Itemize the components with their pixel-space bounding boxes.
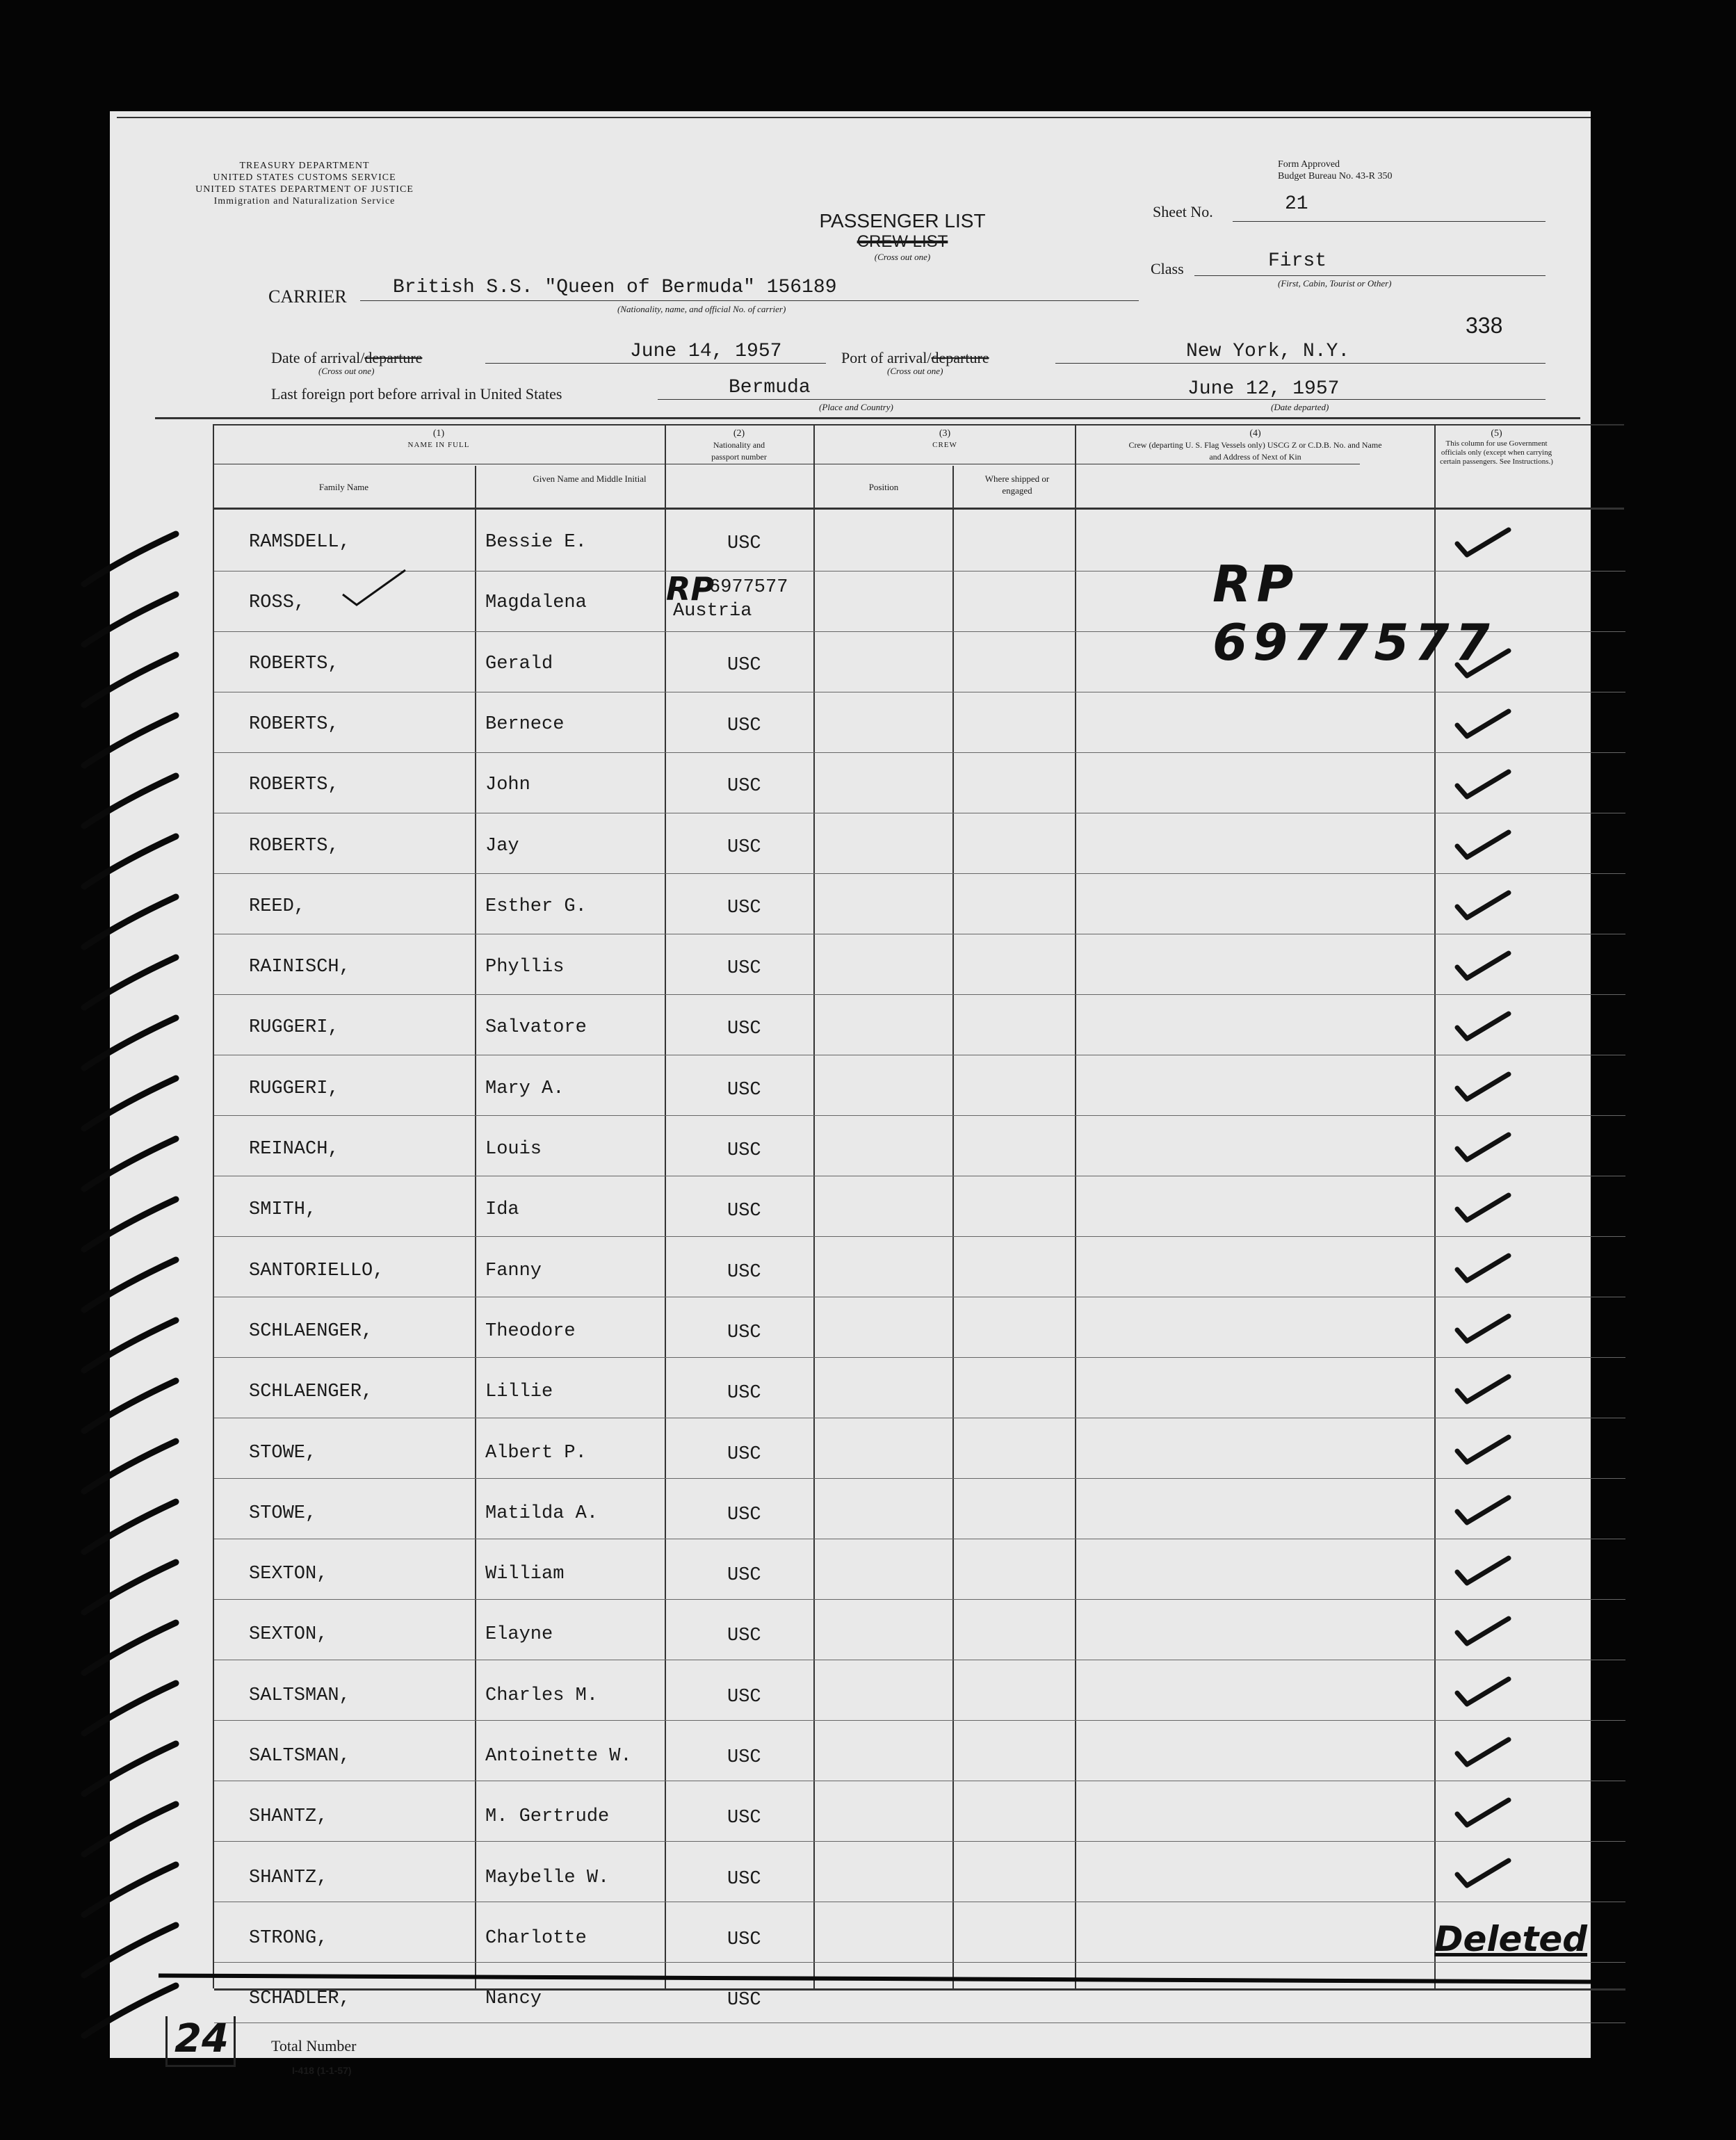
handwritten-passport-note: RP 6977577 — [1212, 555, 1495, 672]
nationality-cell: USC — [727, 1322, 761, 1343]
table-row — [110, 1358, 1591, 1418]
port-arrival-hint: (Cross out one) — [887, 366, 943, 376]
nationality-cell: 6977577 — [709, 577, 788, 598]
table-row — [110, 874, 1591, 934]
given-name-cell: Ida — [485, 1199, 519, 1221]
given-name-cell: Theodore — [485, 1320, 576, 1342]
check-mark-icon — [1452, 824, 1514, 866]
last-port-value: Bermuda — [729, 377, 811, 398]
table-row — [110, 692, 1591, 753]
class-hint: (First, Cabin, Tourist or Other) — [1278, 278, 1392, 289]
family-name-cell: SEXTON, — [249, 1624, 328, 1646]
col4-title: Crew (departing U. S. Flag Vessels only) USCG Z or C.D.B. No. and Name and Address of Next of Kin — [1128, 440, 1382, 462]
family-name-cell: SALTSMAN, — [249, 1746, 350, 1767]
total-number-label: Total Number — [271, 2037, 357, 2054]
carrier-value: British S.S. "Queen of Bermuda" 156189 — [393, 277, 837, 298]
given-name-cell: Maybelle W. — [485, 1867, 610, 1888]
col5-header — [1436, 428, 1557, 467]
agency-line: UNITED STATES DEPARTMENT OF JUSTICE — [195, 184, 414, 195]
nationality-cell: USC — [727, 1565, 761, 1587]
given-name-cell: Charlotte — [485, 1927, 587, 1949]
given-name-cell: Nancy — [485, 1988, 542, 2010]
nationality-cell: USC — [727, 1261, 761, 1283]
port-arrival-label: Port of arrival/ — [841, 349, 932, 366]
col2-header — [666, 428, 812, 463]
table-top-rule-2 — [213, 424, 1624, 425]
sheet-no-value: 21 — [1285, 193, 1308, 215]
check-mark-icon — [1452, 1852, 1514, 1894]
family-name-cell: SEXTON, — [249, 1564, 328, 1585]
form-approval — [1278, 159, 1392, 182]
given-name-cell: Salvatore — [485, 1017, 587, 1039]
col4-header — [1076, 428, 1434, 463]
date-departed-value: June 12, 1957 — [1187, 378, 1340, 400]
family-name-cell: STOWE, — [249, 1442, 317, 1464]
given-name-cell: Magdalena — [485, 592, 587, 614]
family-name-cell: RUGGERI, — [249, 1017, 339, 1039]
table-row — [110, 1660, 1591, 1721]
page-number: 338 — [1466, 313, 1503, 338]
class-value: First — [1268, 250, 1327, 272]
given-name-cell: Louis — [485, 1139, 542, 1160]
date-arrival-value: June 14, 1957 — [630, 341, 782, 362]
agency-line: Immigration and Naturalization Service — [213, 196, 396, 206]
carrier-line — [360, 300, 1139, 301]
check-mark-icon — [1452, 1187, 1514, 1229]
family-name-cell: SHANTZ, — [249, 1867, 328, 1888]
given-name-cell: Elayne — [485, 1624, 553, 1646]
where-shipped-header: Where shipped or engaged — [984, 473, 1050, 496]
col2-num: (2) — [733, 428, 745, 439]
table-row — [110, 934, 1591, 995]
port-arrival-line — [1055, 363, 1546, 364]
col3-title: CREW — [932, 441, 957, 449]
date-arrival-label: Date of arrival/ — [271, 349, 365, 366]
class-line — [1194, 275, 1546, 276]
table-row — [110, 1842, 1591, 1902]
port-arrival-value: New York, N.Y. — [1186, 341, 1350, 362]
class-label: Class — [1151, 260, 1184, 277]
given-name-cell: Fanny — [485, 1260, 542, 1281]
title-block — [791, 210, 1014, 263]
given-name-cell: M. Gertrude — [485, 1806, 610, 1828]
table-row — [110, 995, 1591, 1055]
table-row — [110, 1418, 1591, 1479]
family-name-cell: SANTORIELLO, — [249, 1260, 384, 1281]
agency-line: UNITED STATES CUSTOMS SERVICE — [213, 172, 396, 183]
nationality-cell: USC — [727, 836, 761, 858]
nationality-cell: USC — [727, 1201, 761, 1222]
family-name-cell: REED, — [249, 895, 306, 917]
date-arrival-crossed: departure — [364, 349, 423, 366]
sheet-no-line — [1233, 221, 1546, 222]
nationality-cell: USC — [727, 1504, 761, 1525]
given-name-cell: Bessie E. — [485, 532, 587, 553]
passport-prefix-cell: RP — [666, 570, 715, 608]
family-name-cell: SHANTZ, — [249, 1806, 328, 1828]
cross-out-hint: (Cross out one) — [874, 252, 931, 262]
family-name-cell: ROSS, — [249, 592, 306, 614]
col1-num: (1) — [432, 428, 445, 439]
given-name-cell: Jay — [485, 835, 519, 857]
date-arrival-line — [485, 363, 826, 364]
table-row — [110, 813, 1591, 874]
given-name-cell: Lillie — [485, 1381, 553, 1403]
given-name-cell: Charles M. — [485, 1685, 599, 1706]
family-name-cell: RUGGERI, — [249, 1078, 339, 1099]
nationality-cell: USC — [727, 958, 761, 980]
family-name-cell: RAMSDELL, — [249, 532, 350, 553]
carrier-label: CARRIER — [268, 286, 347, 307]
table-row — [110, 1479, 1591, 1539]
check-mark-icon — [1452, 1308, 1514, 1349]
col1-header — [213, 428, 665, 451]
check-mark-icon — [1452, 1489, 1514, 1531]
nationality-cell: USC — [727, 715, 761, 736]
given-name-header: Given Name and Middle Initial — [533, 473, 647, 484]
nationality-cell: USC — [727, 1686, 761, 1708]
table-row — [110, 1902, 1591, 1963]
last-port-label: Last foreign port before arrival in United States — [271, 385, 562, 403]
total-count: 24 — [175, 2016, 229, 2061]
family-name-cell: ROBERTS, — [249, 713, 339, 735]
nationality-cell: USC — [727, 1383, 761, 1404]
position-header: Position — [868, 482, 899, 492]
given-name-cell: Esther G. — [485, 895, 587, 917]
check-mark-icon — [1452, 945, 1514, 987]
crossed-title: CREW LIST — [857, 232, 948, 251]
nationality-cell: USC — [727, 533, 761, 554]
table-row — [110, 1963, 1591, 2023]
nationality-cell: USC — [727, 654, 761, 676]
sheet-no-label: Sheet No. — [1153, 203, 1213, 220]
check-mark-icon — [1452, 1792, 1514, 1833]
port-arrival-label-group — [841, 349, 989, 367]
deleted-note: Deleted — [1434, 1919, 1588, 1959]
table-row — [110, 1721, 1591, 1781]
table-row — [110, 1781, 1591, 1842]
agency-block — [152, 160, 457, 207]
table-top-rule — [155, 417, 1580, 419]
family-name-cell: SCHLAENGER, — [249, 1381, 373, 1403]
table-row — [110, 1116, 1591, 1176]
check-mark-icon — [1452, 1066, 1514, 1108]
nationality-cell: USC — [727, 1929, 761, 1950]
table-row — [110, 1237, 1591, 1297]
passenger-list-sheet — [110, 111, 1591, 2076]
given-name-cell: John — [485, 775, 530, 796]
table-row — [110, 1600, 1591, 1660]
check-mark-icon — [1452, 1550, 1514, 1591]
nationality-cell: USC — [727, 1443, 761, 1465]
date-arrival-hint: (Cross out one) — [318, 366, 375, 376]
family-name-cell: ROBERTS, — [249, 775, 339, 796]
given-name-cell: Antoinette W. — [485, 1746, 632, 1767]
col2-title: Nationality and passport number — [711, 440, 767, 462]
nationality-cell: USC — [727, 1990, 761, 2011]
col4-num: (4) — [1249, 428, 1261, 439]
check-mark-icon — [1452, 1126, 1514, 1168]
place-country-hint: (Place and Country) — [819, 402, 893, 412]
total-box — [165, 2016, 236, 2067]
table-row — [110, 1176, 1591, 1237]
check-mark-icon — [1452, 1731, 1514, 1773]
check-mark-icon — [1452, 763, 1514, 805]
family-name-cell: REINACH, — [249, 1139, 339, 1160]
nationality-cell: USC — [727, 1079, 761, 1101]
nationality-cell: USC — [727, 1808, 761, 1829]
nationality-cell: USC — [727, 776, 761, 797]
given-name-cell: Bernece — [485, 713, 565, 735]
given-name-cell: Matilda A. — [485, 1502, 599, 1524]
nationality-cell: USC — [727, 1140, 761, 1161]
date-arrival-label-group — [271, 349, 422, 367]
check-mark-icon — [1452, 884, 1514, 926]
check-mark-icon — [1452, 1671, 1514, 1712]
check-mark-icon — [1452, 1247, 1514, 1289]
nationality-cell: USC — [727, 1019, 761, 1040]
check-mark-icon — [1452, 1610, 1514, 1652]
col5-num: (5) — [1491, 428, 1502, 439]
given-name-cell: William — [485, 1564, 565, 1585]
page-title: PASSENGER LIST — [819, 210, 986, 232]
check-mark-icon — [1452, 1368, 1514, 1410]
family-name-cell: SCHLAENGER, — [249, 1320, 373, 1342]
form-number: I-418 (1-1-57) — [292, 2065, 352, 2076]
family-name-cell: SALTSMAN, — [249, 1685, 350, 1706]
nationality-cell: USC — [727, 897, 761, 918]
family-name-cell: STRONG, — [249, 1927, 328, 1949]
given-name-cell: Mary A. — [485, 1078, 565, 1099]
family-name-cell: STOWE, — [249, 1502, 317, 1524]
family-name-cell: SMITH, — [249, 1199, 317, 1221]
nationality-cell: USC — [727, 1626, 761, 1647]
check-mark-icon — [1452, 1429, 1514, 1470]
port-arrival-crossed: departure — [931, 349, 989, 366]
table-row — [110, 1297, 1591, 1358]
col3-num: (3) — [939, 428, 951, 439]
check-mark-icon — [336, 567, 412, 608]
family-name-cell: ROBERTS, — [249, 653, 339, 674]
header-bottom-rule — [213, 508, 1624, 510]
table-row — [110, 753, 1591, 813]
table-row — [110, 1055, 1591, 1116]
col1-title: NAME IN FULL — [407, 441, 470, 449]
nationality-country-cell: Austria — [673, 601, 752, 622]
family-name-cell: SCHADLER, — [249, 1988, 350, 2010]
family-name-header: Family Name — [318, 482, 369, 492]
family-name-cell: RAINISCH, — [249, 957, 350, 978]
date-departed-hint: (Date departed) — [1271, 402, 1329, 412]
col3-header — [815, 428, 1075, 451]
given-name-cell: Gerald — [485, 653, 553, 674]
col5-title: This column for use Government officials only (except when carrying certain passengers. See Instructions.) — [1440, 439, 1553, 466]
table-row — [110, 1539, 1591, 1600]
top-rule — [117, 117, 1591, 118]
budget-bureau-text: Budget Bureau No. 43-R 350 — [1278, 171, 1393, 181]
nationality-cell: USC — [727, 1747, 761, 1768]
given-name-cell: Albert P. — [485, 1442, 587, 1464]
form-approved-text: Form Approved — [1278, 159, 1340, 170]
nationality-cell: USC — [727, 1868, 761, 1890]
check-mark-icon — [1452, 1005, 1514, 1047]
family-name-cell: ROBERTS, — [249, 835, 339, 857]
agency-line: TREASURY DEPARTMENT — [239, 161, 370, 171]
given-name-cell: Phyllis — [485, 957, 565, 978]
carrier-hint: (Nationality, name, and official No. of carrier) — [617, 304, 786, 314]
check-mark-icon — [1452, 703, 1514, 745]
